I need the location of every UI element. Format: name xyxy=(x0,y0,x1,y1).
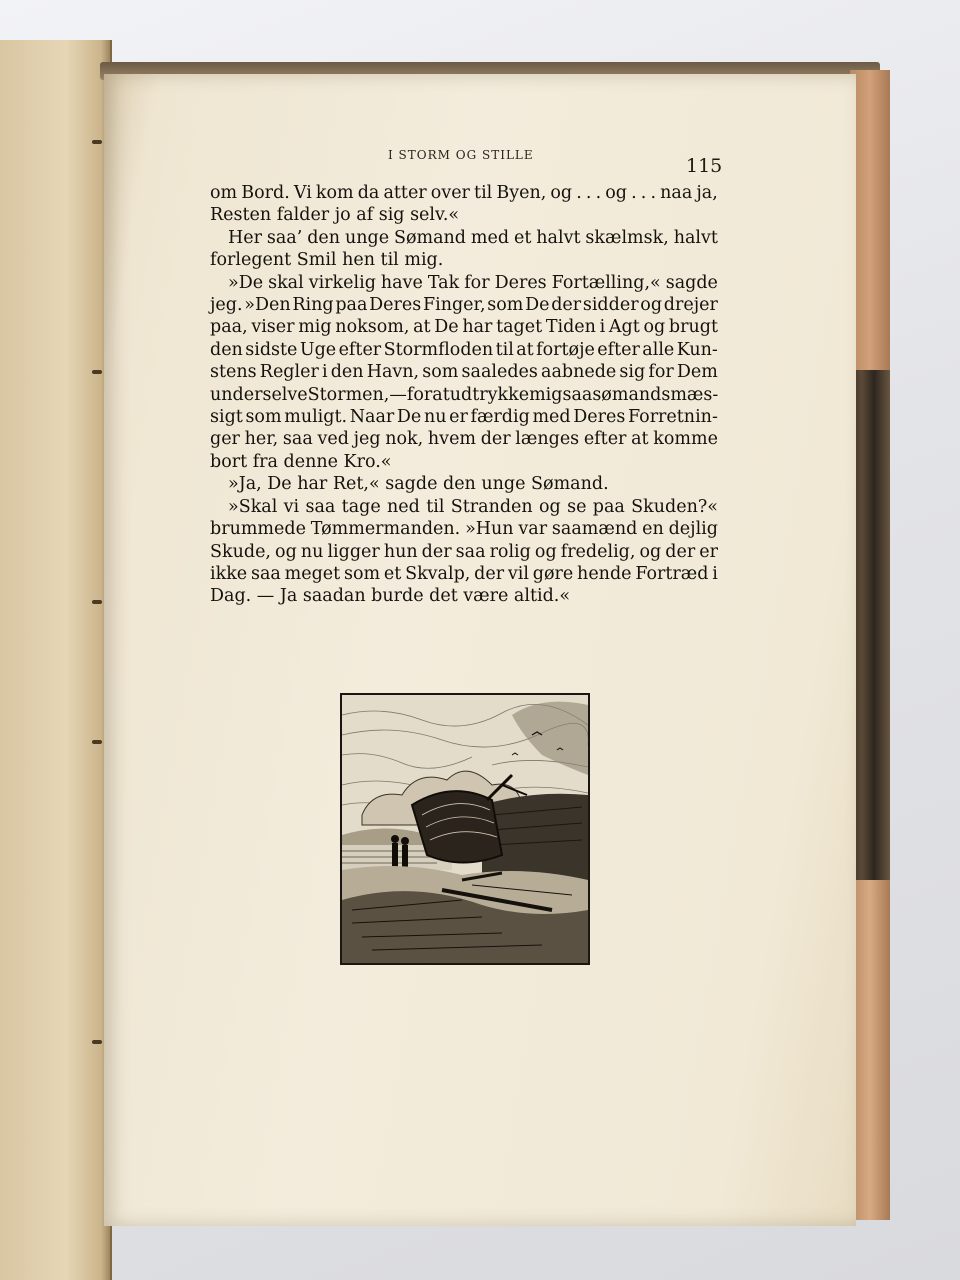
page-number: 115 xyxy=(686,155,723,177)
text-line: brummede Tømmermanden. »Hun var saamænd en dejlig xyxy=(210,519,718,540)
text-line: sigt som muligt. Naar De nu er færdig med Deres Forretnin- xyxy=(210,407,718,428)
text-line: ikke saa meget som et Skvalp, der vil gøre hende Fortræd i xyxy=(210,563,718,584)
binding-stitch xyxy=(92,600,102,604)
text-line: den sidste Uge efter Stormfloden til at fortøje efter alle Kun- xyxy=(210,339,718,360)
binding-stitch xyxy=(92,140,102,144)
text-line: »Skal vi saa tage ned til Stranden og se paa Skuden?« xyxy=(228,496,718,517)
text-line: stens Regler i den Havn, som saaledes aabnede sig for Dem xyxy=(210,362,718,383)
cover-corner-top xyxy=(850,70,890,370)
left-page-edge xyxy=(0,40,112,1280)
binding-stitch xyxy=(92,370,102,374)
text-line: Resten falder jo af sig selv.« xyxy=(210,205,460,226)
text-line: jeg. »Den Ring paa Deres Finger, som De der sidder og drejer xyxy=(210,295,718,316)
engraving-shipwreck-icon xyxy=(340,693,590,965)
text-line: paa, viser mig noksom, at De har taget Tiden i Agt og brugt xyxy=(210,317,718,338)
text-line: »De skal virkelig have Tak for Deres Fortælling,« sagde xyxy=(228,272,718,293)
text-line: Dag. — Ja saadan burde det være altid.« xyxy=(210,586,571,607)
running-head: I STORM OG STILLE xyxy=(388,148,534,162)
text-line: Her saa’ den unge Sømand med et halvt skælmsk, halvt xyxy=(228,227,718,248)
binding-stitch xyxy=(92,740,102,744)
binding-stitch xyxy=(92,1040,102,1044)
text-line: »Ja, De har Ret,« sagde den unge Sømand. xyxy=(228,474,609,495)
body-text xyxy=(210,182,718,608)
text-line: Skude, og nu ligger hun der saa rolig og fredelig, og der er xyxy=(210,541,718,562)
text-line: bort fra denne Kro.« xyxy=(210,451,392,472)
book-cover-edge xyxy=(850,70,890,1220)
cover-corner-bottom xyxy=(850,880,890,1220)
text-line: under selve Stormen, — for at udtrykke mig saa sømandsmæs- xyxy=(210,384,719,405)
text-line: om Bord. Vi kom da atter over til Byen, og . . . og . . . naa ja, xyxy=(210,183,718,203)
text-line: ger her, saa ved jeg nok, hvem der længes efter at komme xyxy=(210,429,718,450)
text-line: forlegent Smil hen til mig. xyxy=(210,250,444,271)
